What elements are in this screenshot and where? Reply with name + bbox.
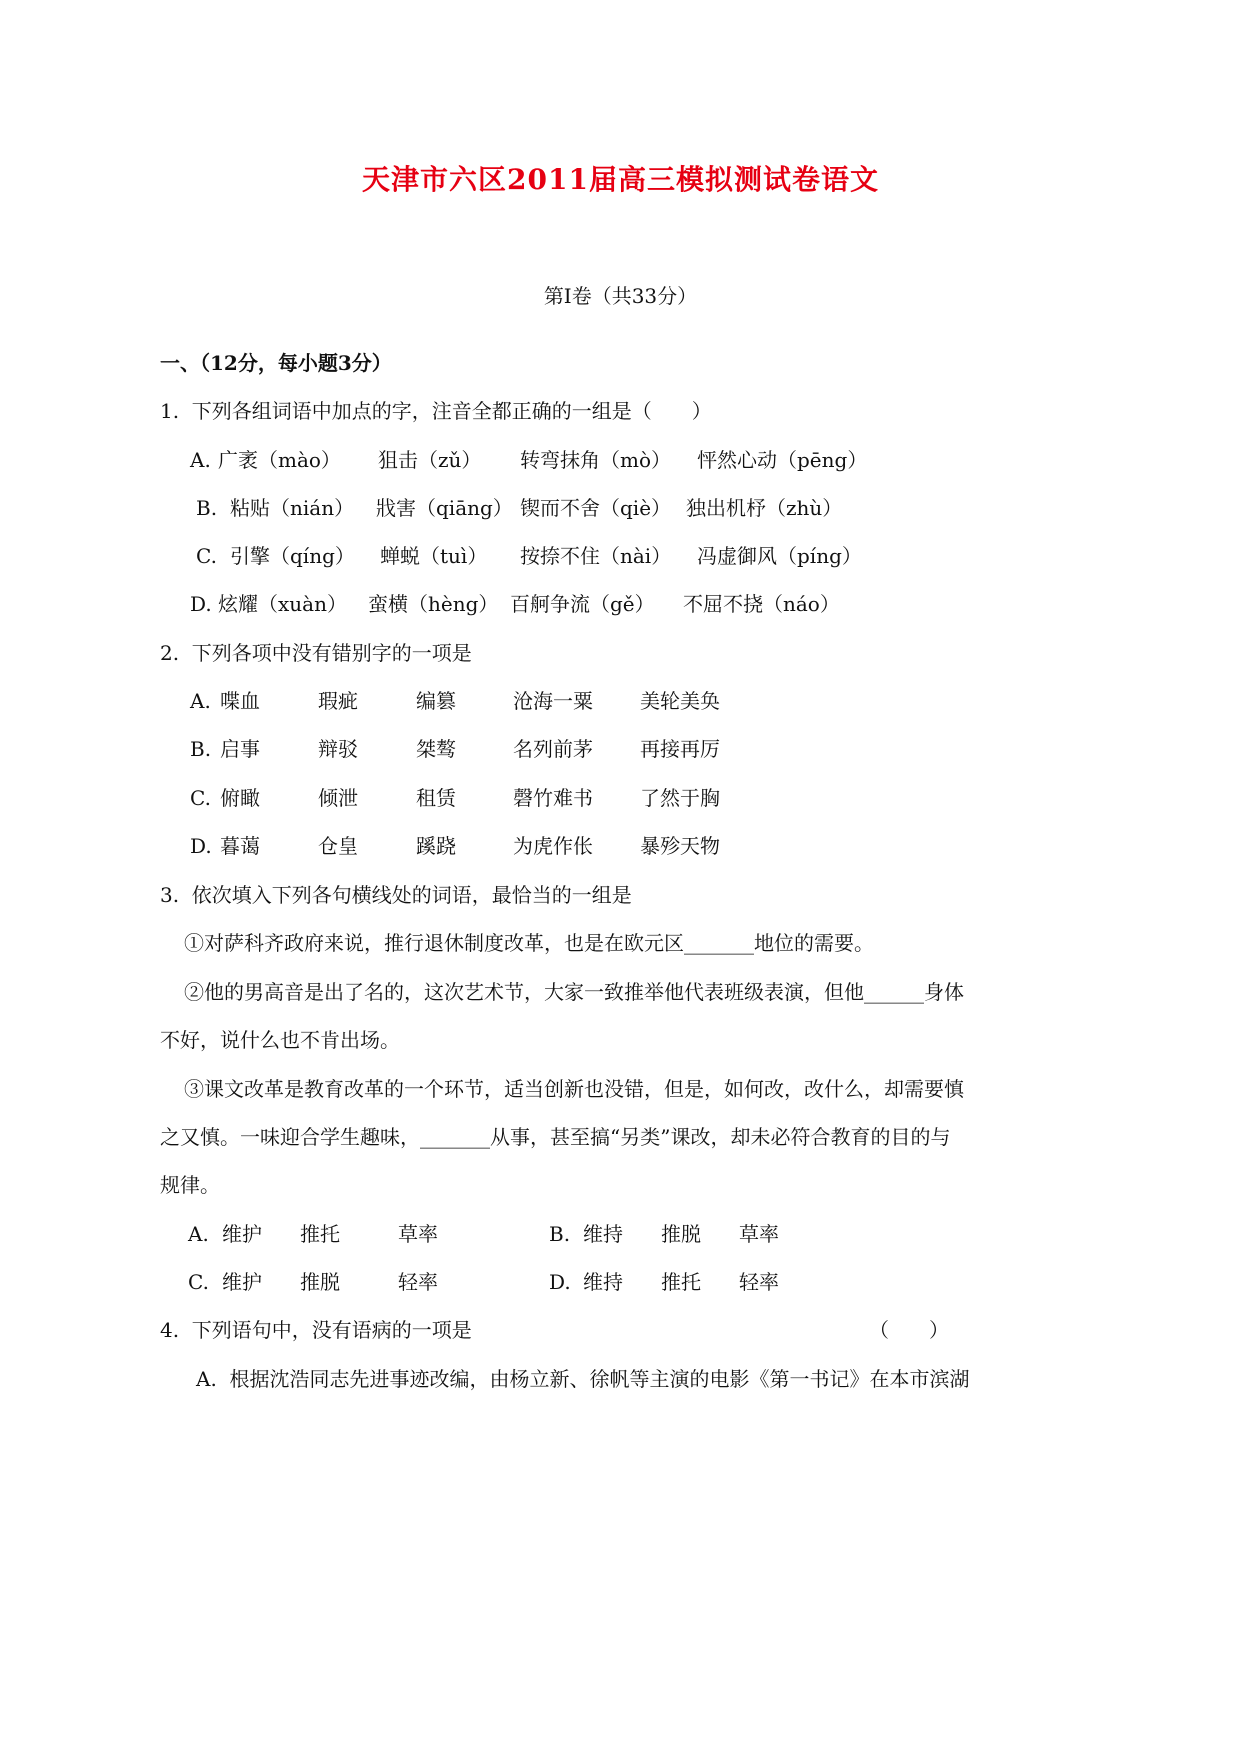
q3-option-a-item: 推托 [300, 1222, 340, 1246]
q3-option-a-item: 维护 [222, 1222, 262, 1246]
q1-option-a-item: 狙击（zǔ） [378, 448, 482, 472]
q1-option-d-item: 炫耀（xuàn） [218, 592, 347, 616]
q2-option-c-item: 倾泄 [318, 786, 358, 810]
question-3-stem: 3. 依次填入下列各句横线处的词语，最恰当的一组是 [160, 883, 632, 907]
q1-option-d-item: 不屈不挠（náo） [683, 592, 840, 616]
q3-option-d-item: 轻率 [739, 1270, 779, 1294]
q2-option-c-item: 了然于胸 [640, 786, 720, 810]
q2-option-c-item: 租赁 [416, 786, 456, 810]
q1-option-b-item: 戕害（qiāng） [376, 496, 513, 520]
q3-sentence-3-cont: 之又慎。一味迎合学生趣味，_______从事，甚至搞“另类”课改，却未必符合教育的目的与 [160, 1125, 951, 1149]
q2-option-b-item: 辩驳 [318, 737, 358, 761]
q2-option-c-item: 磬竹难书 [513, 786, 593, 810]
q1-option-a-label: A. [190, 448, 211, 472]
q4-option-a-text: A. 根据沈浩同志先进事迹改编，由杨立新、徐帆等主演的电影《第一书记》在本市滨湖 [196, 1367, 970, 1391]
q3-option-c-item: 维护 [222, 1270, 262, 1294]
q3-option-c-item: 推脱 [300, 1270, 340, 1294]
q3-option-a-label: A. [188, 1222, 209, 1246]
q1-option-c-label: C. [196, 544, 217, 568]
q2-option-c-item: 俯瞰 [220, 786, 260, 810]
q2-option-b-label: B. [190, 737, 212, 761]
q2-option-d-label: D. [190, 834, 212, 858]
q3-option-b-item: 草率 [739, 1222, 779, 1246]
q2-option-b-item: 再接再厉 [640, 737, 720, 761]
q3-sentence-3: ③课文改革是教育改革的一个环节，适当创新也没错，但是，如何改，改什么，却需要慎 [184, 1077, 964, 1101]
q2-option-d-item: 暴殄天物 [640, 834, 720, 858]
q3-option-d-item: 推托 [661, 1270, 701, 1294]
q2-option-d-item: 暮蔼 [220, 834, 260, 858]
q2-option-a-item: 喋血 [220, 689, 260, 713]
q3-sentence-2: ②他的男高音是出了名的，这次艺术节，大家一致推举他代表班级表演，但他______身体 [184, 980, 964, 1004]
q3-sentence-2-cont: 不好，说什么也不肯出场。 [160, 1028, 400, 1052]
q3-option-b-item: 维持 [583, 1222, 623, 1246]
q3-sentence-1: ①对萨科齐政府来说，推行退休制度改革，也是在欧元区_______地位的需要。 [184, 931, 874, 955]
q1-option-b-item: 独出机杼（zhù） [686, 496, 843, 520]
q1-option-a-item: 转弯抹角（mò） [520, 448, 672, 472]
q2-option-b-item: 启事 [220, 737, 260, 761]
q2-option-a-item: 美轮美奂 [640, 689, 720, 713]
section-heading: 一、（12分，每小题3分） [160, 351, 392, 375]
q3-option-a-item: 草率 [398, 1222, 438, 1246]
q3-sentence-3-end: 规律。 [160, 1173, 220, 1197]
q2-option-a-item: 沧海一粟 [513, 689, 593, 713]
q1-option-a-item: 广袤（mào） [218, 448, 341, 472]
q1-option-d-item: 百舸争流（gě） [510, 592, 655, 616]
part-heading: 第Ⅰ卷（共33分） [543, 284, 698, 308]
q1-option-b-item: 锲而不舍（qiè） [520, 496, 672, 520]
q3-option-d-label: D. [549, 1270, 571, 1294]
q1-option-c-item: 引擎（qíng） [230, 544, 355, 568]
q1-option-b-label: B. [196, 496, 218, 520]
q1-option-d-item: 蛮横（hèng） [368, 592, 499, 616]
q3-option-c-item: 轻率 [398, 1270, 438, 1294]
q1-option-c-item: 蝉蜕（tuì） [380, 544, 488, 568]
question-2-stem: 2. 下列各项中没有错别字的一项是 [160, 641, 472, 665]
q2-option-d-item: 仓皇 [318, 834, 358, 858]
q1-option-c-item: 冯虚御风（píng） [697, 544, 862, 568]
question-1-stem: 1. 下列各组词语中加点的字，注音全都正确的一组是（ ） [160, 399, 712, 423]
q2-option-c-label: C. [190, 786, 211, 810]
question-4-stem: 4. 下列语句中，没有语病的一项是 [160, 1318, 472, 1342]
q2-option-a-label: A. [190, 689, 211, 713]
q3-option-b-label: B. [549, 1222, 571, 1246]
q1-option-d-label: D. [190, 592, 212, 616]
q2-option-b-item: 名列前茅 [513, 737, 593, 761]
q1-option-b-item: 粘贴（nián） [230, 496, 355, 520]
q1-option-c-item: 按捺不住（nài） [520, 544, 672, 568]
q2-option-d-item: 为虎作伥 [513, 834, 593, 858]
document-title: 天津市六区2011届高三模拟测试卷语文 [362, 163, 879, 196]
q2-option-d-item: 蹊跷 [416, 834, 456, 858]
q2-option-b-item: 桀骜 [416, 737, 456, 761]
q3-option-c-label: C. [188, 1270, 209, 1294]
q3-option-b-item: 推脱 [661, 1222, 701, 1246]
q1-option-a-item: 怦然心动（pēng） [697, 448, 868, 472]
answer-parentheses: （ ） [869, 1318, 949, 1342]
q3-option-d-item: 维持 [583, 1270, 623, 1294]
q2-option-a-item: 瑕疵 [318, 689, 358, 713]
q2-option-a-item: 编篡 [416, 689, 456, 713]
